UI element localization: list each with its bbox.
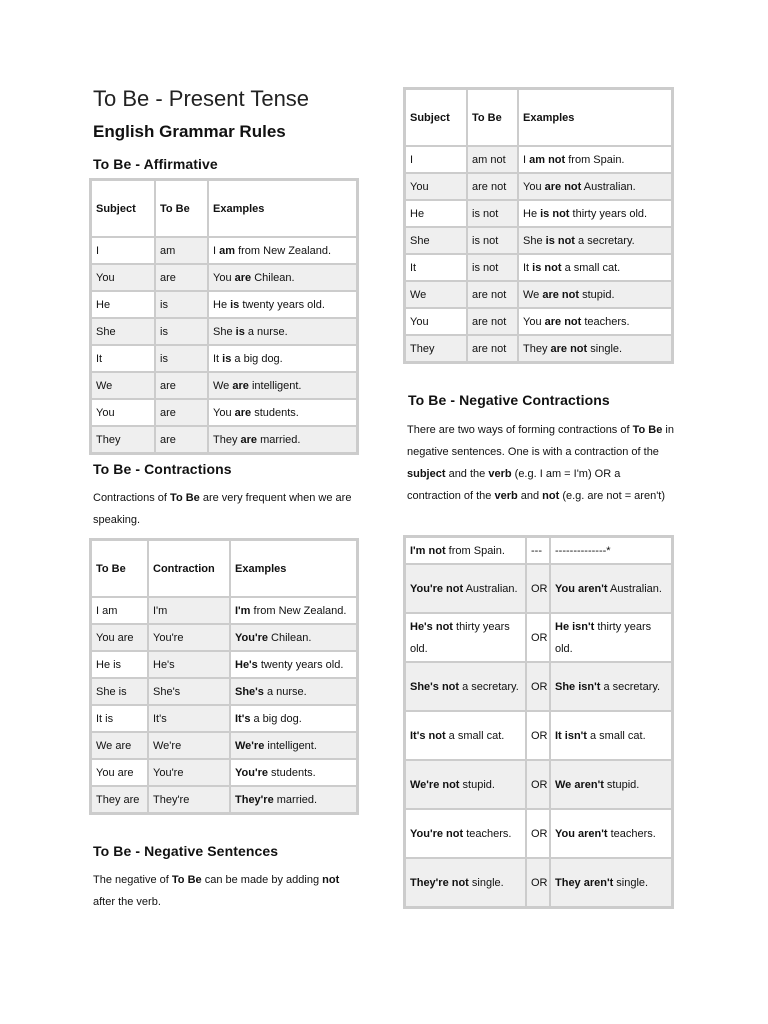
header-to-be: To Be [91,540,148,597]
table-row [91,786,357,813]
cell-text: thirty years old. [569,207,648,220]
cell-to-be: It is [91,705,148,732]
cell-text: a big dog. [231,352,283,365]
table-row [91,597,357,624]
cell-bold: You're [235,631,268,644]
cell-contraction: It's [148,705,230,732]
cell-example [518,146,672,173]
negative-contractions-intro [407,419,675,507]
cell-bold: We're not [410,778,460,791]
cell-subject-contraction [405,809,526,858]
cell-bold: are [240,433,258,446]
cell-text: teachers. [581,315,630,328]
cell-bold: I'm not [410,544,446,557]
cell-example [230,732,357,759]
cell-text: a small cat. [561,261,621,274]
cell-subject-contraction [405,760,526,809]
cell-bold: am not [529,153,566,166]
contractions-table [89,538,359,815]
cell-bold: are not [542,288,580,301]
cell-text: He [213,298,231,311]
cell-text: thirty years old. [555,620,652,655]
cell-text: Australian. [463,582,518,595]
table-row [405,613,672,662]
intro-bold: verb [494,490,518,502]
negative-contractions-heading: To Be - Negative Contractions [408,392,610,408]
cell-text: single. [468,876,504,889]
negative-sentences-heading: To Be - Negative Sentences [93,843,279,859]
cell-bold: is [230,298,240,311]
cell-or: OR [526,809,550,858]
cell-bold: is [235,325,245,338]
cell-bold: You're not [410,827,464,840]
cell-or: OR [526,564,550,613]
cell-contraction: She's [148,678,230,705]
cell-verb-contraction [550,613,672,662]
intro-text: and the [445,468,489,480]
cell-text: from New Zealand. [235,244,332,257]
intro-text: can be made by adding [201,874,323,886]
cell-text: a nurse. [263,685,307,698]
cell-bold: are [234,271,252,284]
cell-verb: is [155,345,208,372]
intro-text: after the verb. [93,896,161,908]
cell-bold: We aren't [555,778,604,791]
cell-bold: is [222,352,232,365]
cell-or: OR [526,711,550,760]
cell-subject-contraction [405,711,526,760]
cell-verb-contraction [550,662,672,711]
cell-text: teachers. [607,827,656,840]
cell-bold: are [234,406,252,419]
intro-bold: To Be [171,874,202,886]
cell-contraction: You're [148,624,230,651]
table-row [405,308,672,335]
cell-subject: We [91,372,155,399]
table-row [91,318,357,345]
cell-to-be: You are [91,759,148,786]
cell-subject: She [91,318,155,345]
cell-example [208,237,357,264]
cell-text: I [523,153,530,166]
cell-text: You [213,406,235,419]
cell-or: OR [526,613,550,662]
contractions-intro [93,487,363,531]
table-row [405,858,672,907]
cell-subject-contraction [405,564,526,613]
cell-verb-contraction [550,711,672,760]
cell-bold: You're not [410,582,464,595]
cell-subject: I [405,146,467,173]
cell-subject-contraction [405,613,526,662]
cell-text: I [213,244,220,257]
cell-text: Australian. [607,582,662,595]
header-examples: Examples [518,89,672,146]
negative-table [403,87,674,364]
header-contraction: Contraction [148,540,230,597]
cell-to-be: I am [91,597,148,624]
intro-bold: verb [488,468,512,480]
affirmative-table [89,178,359,455]
cell-subject: He [91,291,155,318]
cell-example [518,254,672,281]
intro-text: (e.g. I am = I'm) OR a contraction of the [407,468,621,502]
cell-text: twenty years old. [239,298,325,311]
table-row [405,146,672,173]
intro-bold: not [322,874,340,886]
cell-text: from Spain. [565,153,625,166]
cell-text: thirty years old. [410,620,510,655]
cell-subject: It [91,345,155,372]
cell-text: a small cat. [445,729,505,742]
cell-example [208,372,357,399]
cell-text: a small cat. [586,729,646,742]
cell-text: She [523,234,546,247]
cell-example [518,227,672,254]
cell-bold: is not [532,261,562,274]
cell-verb: is not [467,254,518,281]
cell-bold: It's [235,712,251,725]
cell-to-be: He is [91,651,148,678]
cell-text: They [213,433,241,446]
cell-text: married. [273,793,318,806]
cell-verb: are [155,426,208,453]
cell-subject-contraction [405,662,526,711]
cell-text: a secretary. [574,234,635,247]
cell-subject: They [91,426,155,453]
intro-bold: not [542,490,560,502]
intro-text: The negative of [93,874,172,886]
cell-example [230,705,357,732]
cell-to-be: They are [91,786,148,813]
cell-contraction: You're [148,759,230,786]
cell-text: teachers. [463,827,512,840]
table-row [91,426,357,453]
cell-bold: We're [235,739,265,752]
cell-verb: are [155,399,208,426]
cell-verb: are not [467,281,518,308]
cell-verb: are not [467,335,518,362]
cell-example [230,597,357,624]
cell-bold: He isn't [555,620,595,633]
cell-bold: are not [550,342,588,355]
table-row [91,651,357,678]
cell-text: twenty years old. [257,658,344,671]
cell-subject: She [405,227,467,254]
cell-example [518,335,672,362]
page-subtitle: English Grammar Rules [93,122,286,141]
intro-text: There are two ways of forming contractions of [407,424,633,436]
cell-text: from New Zealand. [250,604,347,617]
cell-text: students. [267,766,316,779]
cell-example [518,281,672,308]
table-row [91,237,357,264]
table-row [405,254,672,281]
cell-subject: They [405,335,467,362]
cell-contraction: I'm [148,597,230,624]
cell-example [518,173,672,200]
table-row [91,399,357,426]
cell-subject-contraction [405,858,526,907]
table-row [91,678,357,705]
cell-example [230,786,357,813]
cell-verb: are [155,372,208,399]
cell-text: stupid. [579,288,615,301]
table-row [91,291,357,318]
cell-example [208,291,357,318]
cell-text: We [213,379,233,392]
cell-bold: You aren't [555,827,608,840]
cell-verb: are not [467,173,518,200]
cell-example [208,345,357,372]
cell-bold: She's not [410,680,460,693]
cell-verb-contraction [550,809,672,858]
cell-bold: She's [235,685,264,698]
header-to-be: To Be [155,180,208,237]
cell-example [518,308,672,335]
cell-text: It [523,261,533,274]
cell-bold: They aren't [555,876,614,889]
cell-text: They [523,342,551,355]
cell-or: OR [526,858,550,907]
cell-bold: They're [235,793,274,806]
header-to-be: To Be [467,89,518,146]
cell-bold: It's not [410,729,446,742]
table-row [405,564,672,613]
cell-subject: He [405,200,467,227]
cell-text: You [523,315,545,328]
cell-bold: He's [235,658,258,671]
first-row-mid: --- [526,537,550,564]
cell-bold: is not [545,234,575,247]
cell-verb: am [155,237,208,264]
header-examples: Examples [230,540,357,597]
table-row [405,227,672,254]
cell-text: a secretary. [459,680,519,693]
cell-bold: You're [235,766,268,779]
cell-verb: is not [467,227,518,254]
cell-bold: am [219,244,236,257]
table-row [405,760,672,809]
contractions-heading: To Be - Contractions [93,461,232,477]
intro-text: (e.g. are not = aren't) [559,490,666,502]
intro-text: and [517,490,543,502]
cell-text: She [213,325,236,338]
table-row [91,264,357,291]
cell-text: a nurse. [244,325,288,338]
table-row [91,624,357,651]
cell-text: intelligent. [248,379,302,392]
cell-text: from Spain. [445,544,505,557]
cell-bold: are not [544,180,582,193]
cell-text: students. [251,406,299,419]
cell-subject: You [91,264,155,291]
cell-example [518,200,672,227]
cell-bold: is not [540,207,570,220]
cell-verb: are not [467,308,518,335]
cell-text: intelligent. [264,739,317,752]
intro-text: are very frequent when we are speaking. [93,492,352,526]
cell-verb: am not [467,146,518,173]
cell-text: You [523,180,545,193]
table-row [405,809,672,858]
table-row [405,281,672,308]
cell-example [230,759,357,786]
cell-to-be: We are [91,732,148,759]
cell-to-be: She is [91,678,148,705]
cell-verb-contraction [550,858,672,907]
cell-example [208,318,357,345]
cell-text: Chilean. [267,631,312,644]
cell-text: It [213,352,223,365]
cell-bold: They're not [410,876,469,889]
intro-text: in negative sentences. One is with a contraction of the [407,424,674,458]
cell-text: single. [613,876,649,889]
intro-bold: subject [407,468,446,480]
cell-bold: are [232,379,249,392]
table-row [91,705,357,732]
cell-verb-contraction [550,564,672,613]
cell-text: We [523,288,543,301]
intro-text: Contractions of [93,492,171,504]
cell-example [208,399,357,426]
header-subject: Subject [91,180,155,237]
affirmative-heading: To Be - Affirmative [93,156,218,172]
cell-text: a big dog. [250,712,302,725]
negative-sentences-intro [93,869,363,913]
first-row-left [405,537,526,564]
cell-text: married. [257,433,301,446]
page-title: To Be - Present Tense [93,86,310,111]
cell-to-be: You are [91,624,148,651]
cell-bold: I'm [235,604,251,617]
table-row [405,662,672,711]
table-row [405,335,672,362]
cell-contraction: They're [148,786,230,813]
cell-subject: You [91,399,155,426]
cell-contraction: He's [148,651,230,678]
cell-bold: It isn't [555,729,587,742]
cell-subject: I [91,237,155,264]
table-row [91,372,357,399]
cell-example [230,678,357,705]
cell-verb: is [155,318,208,345]
table-row [91,732,357,759]
cell-text: Australian. [581,180,636,193]
table-row [405,711,672,760]
table-row [91,759,357,786]
intro-bold: To Be [632,424,663,436]
cell-text: Chilean. [251,271,295,284]
cell-contraction: We're [148,732,230,759]
cell-verb: is [155,291,208,318]
cell-verb-contraction [550,760,672,809]
first-row-right: --------------* [550,537,672,564]
cell-bold: are not [544,315,582,328]
cell-bold: He's not [410,620,453,633]
table-row [405,200,672,227]
table-row [91,345,357,372]
cell-text: stupid. [459,778,495,791]
cell-example [208,264,357,291]
cell-text: He [523,207,541,220]
header-examples: Examples [208,180,357,237]
cell-bold: She isn't [555,680,601,693]
cell-verb: is not [467,200,518,227]
intro-bold: To Be [170,492,200,504]
cell-bold: You aren't [555,582,608,595]
negative-contractions-table [403,535,674,909]
header-subject: Subject [405,89,467,146]
cell-or: OR [526,760,550,809]
cell-subject: You [405,308,467,335]
cell-text: stupid. [603,778,640,791]
cell-text: a secretary. [600,680,661,693]
cell-verb: are [155,264,208,291]
cell-example [230,651,357,678]
table-row [405,173,672,200]
cell-example [230,624,357,651]
cell-or: OR [526,662,550,711]
cell-text: single. [587,342,623,355]
cell-subject: It [405,254,467,281]
cell-subject: You [405,173,467,200]
cell-text: You [213,271,235,284]
cell-subject: We [405,281,467,308]
cell-example [208,426,357,453]
